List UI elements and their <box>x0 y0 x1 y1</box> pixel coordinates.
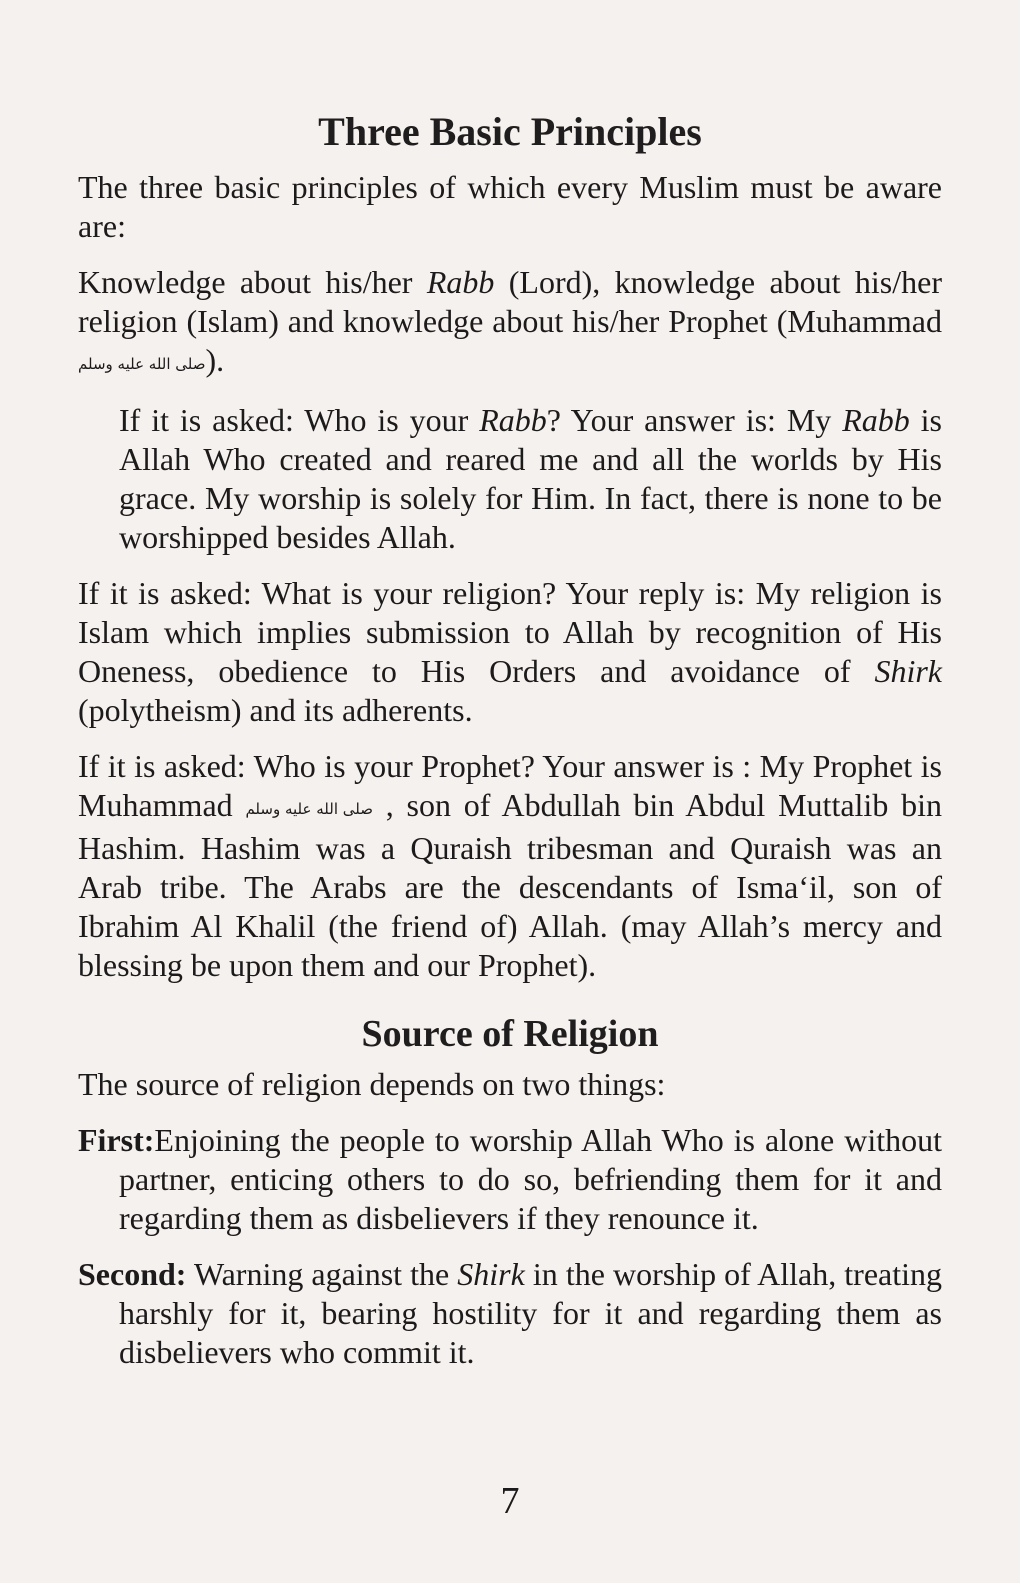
religion-answer-paragraph <box>78 574 942 730</box>
salawat-arabic: صلى الله عليه وسلم <box>245 800 373 818</box>
knowledge-text-1: Knowledge about his/her <box>78 264 427 300</box>
shirk-term: Shirk <box>874 653 942 689</box>
rabb-answer-text-2: ? Your answer is: My <box>546 402 843 438</box>
page-number: 7 <box>500 1480 520 1522</box>
section-heading: Source of Religion <box>361 1013 659 1055</box>
first-text: Enjoining the people to worship Allah Who is alone without partner, enticing others to do so, befriending them for it and regarding them as disbelievers if they renounce it. <box>119 1122 942 1236</box>
rabb-answer-text-3: is Allah Who created and reared me and all the worlds by His grace. My worship is solely for Him. In fact, there is none to be worshipped besides Allah. <box>119 402 943 555</box>
rabb-answer-text-1: If it is asked: Who is your <box>119 402 480 438</box>
prophet-answer-text-2: , son of Abdullah bin Abdul Muttalib bin Hashim. Hashim was a Quraish tribesman and Quraish was an Arab tribe. The Arabs are the descendants of Isma‘il, son of Ibrahim Al Khalil (the friend of) Allah. (may Allah’s mercy and blessing be upon them and our Prophet). <box>78 787 943 983</box>
knowledge-paragraph <box>78 263 942 384</box>
second-label: Second: <box>78 1256 187 1292</box>
rabb-term: Rabb <box>842 402 910 438</box>
second-principle-paragraph <box>78 1255 942 1372</box>
knowledge-text-3: ). <box>205 342 225 378</box>
page-title: Three Basic Principles <box>318 109 702 154</box>
rabb-answer-paragraph <box>78 401 942 557</box>
religion-answer-text-2: (polytheism) and its adherents. <box>78 692 473 728</box>
knowledge-text-2: (Lord), knowledge about his/her religion (Islam) and knowledge about his/her Prophet (Muhammad <box>78 264 943 339</box>
prophet-answer-text-1: If it is asked: Who is your Prophet? Your answer is : My Prophet is Muhammad <box>78 748 942 823</box>
second-text-2: in the worship of Allah, treating harshly for it, bearing hostility for it and regarding them as disbelievers who commit it. <box>119 1256 943 1370</box>
first-label: First: <box>78 1122 155 1158</box>
page-body <box>78 100 942 1389</box>
rabb-term: Rabb <box>426 264 495 300</box>
shirk-term: Shirk <box>457 1256 525 1292</box>
first-principle-paragraph <box>78 1121 942 1238</box>
salawat-arabic: صلى الله عليه وسلم <box>78 355 206 373</box>
prophet-answer-paragraph <box>78 747 942 985</box>
rabb-term: Rabb <box>479 402 547 438</box>
second-text-1: Warning against the <box>186 1256 458 1292</box>
source-intro-paragraph: The source of religion depends on two things: <box>78 1066 666 1102</box>
intro-paragraph: The three basic principles of which every Muslim must be aware are: <box>78 169 942 244</box>
religion-answer-text-1: If it is asked: What is your religion? Your reply is: My religion is Islam which implies submission to Allah by recognition of His Oneness, obedience to His Orders and avoidance of <box>78 575 942 689</box>
